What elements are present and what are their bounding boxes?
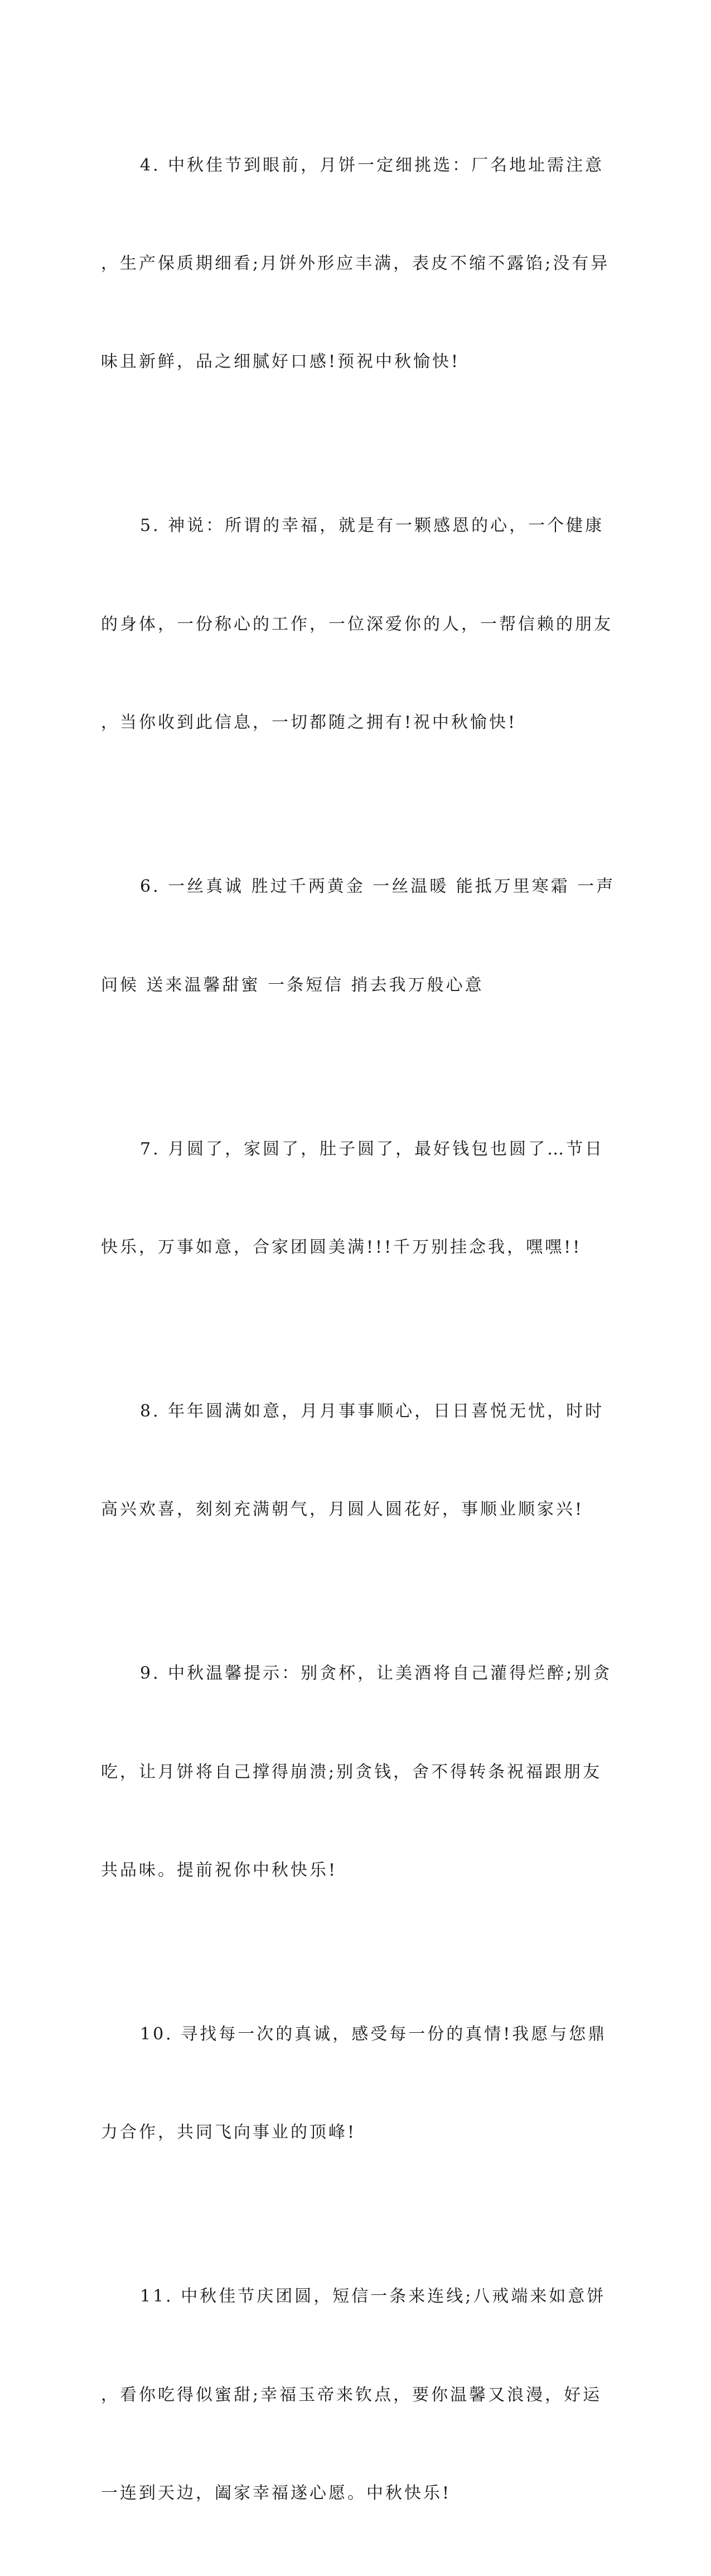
paragraph-line: 5. 神说：所谓的幸福，就是有一颗感恩的心，一个健康	[140, 516, 604, 536]
paragraph-9	[101, 1592, 612, 1953]
paragraph-line: 一连到天边，阖家幸福遂心愿。中秋快乐!	[101, 2483, 452, 2503]
paragraph-10	[101, 1952, 607, 2215]
paragraph-7	[101, 1067, 604, 1330]
paragraph-line: 共品味。提前祝你中秋快乐!	[101, 1860, 338, 1881]
paragraph-6	[101, 805, 616, 1067]
paragraph-line: ，当你收到此信息，一切都随之拥有!祝中秋愉快!	[101, 713, 517, 733]
paragraph-5	[101, 444, 613, 805]
paragraph-4	[101, 84, 610, 444]
paragraph-line: 高兴欢喜，刻刻充满朝气，月圆人圆花好，事顺业顺家兴!	[101, 1500, 584, 1520]
document-body	[101, 84, 616, 2576]
paragraph-line: 7. 月圆了，家圆了，肚子圆了，最好钱包也圆了…节日	[140, 1139, 604, 1159]
paragraph-line: 问候 送来温馨甜蜜 一条短信 捎去我万般心意	[101, 975, 484, 995]
paragraph-8	[101, 1330, 604, 1592]
paragraph-line: 的身体，一份称心的工作，一位深爱你的人，一帮信赖的朋友	[101, 614, 613, 634]
paragraph-line: 10. 寻找每一次的真诚，感受每一份的真情!我愿与您鼎	[140, 2024, 607, 2045]
paragraph-line: 快乐，万事如意，合家团圆美满!!!千万别挂念我，嘿嘿!!	[101, 1237, 582, 1257]
paragraph-line: 4. 中秋佳节到眼前，月饼一定细挑选：厂名地址需注意	[140, 155, 604, 175]
paragraph-11	[101, 2215, 606, 2576]
paragraph-line: 8. 年年圆满如意，月月事事顺心，日日喜悦无忧，时时	[140, 1401, 604, 1421]
paragraph-line: ，看你吃得似蜜甜;幸福玉帝来钦点，要你温馨又浪漫，好运	[101, 2385, 602, 2405]
paragraph-line: 9. 中秋温馨提示：别贪杯，让美酒将自己灌得烂醉;别贪	[140, 1664, 612, 1684]
paragraph-line: 吃，让月饼将自己撑得崩溃;别贪钱，舍不得转条祝福跟朋友	[101, 1762, 602, 1782]
paragraph-line: 力合作，共同飞向事业的顶峰!	[101, 2123, 357, 2143]
paragraph-line: 6. 一丝真诚 胜过千两黄金 一丝温暖 能抵万里寒霜 一声	[140, 877, 616, 897]
paragraph-line: 味且新鲜，品之细腻好口感!预祝中秋愉快!	[101, 352, 461, 372]
paragraph-line: 11. 中秋佳节庆团圆，短信一条来连线;八戒端来如意饼	[140, 2287, 606, 2307]
paragraph-line: ，生产保质期细看;月饼外形应丰满，表皮不缩不露馅;没有异	[101, 253, 610, 273]
